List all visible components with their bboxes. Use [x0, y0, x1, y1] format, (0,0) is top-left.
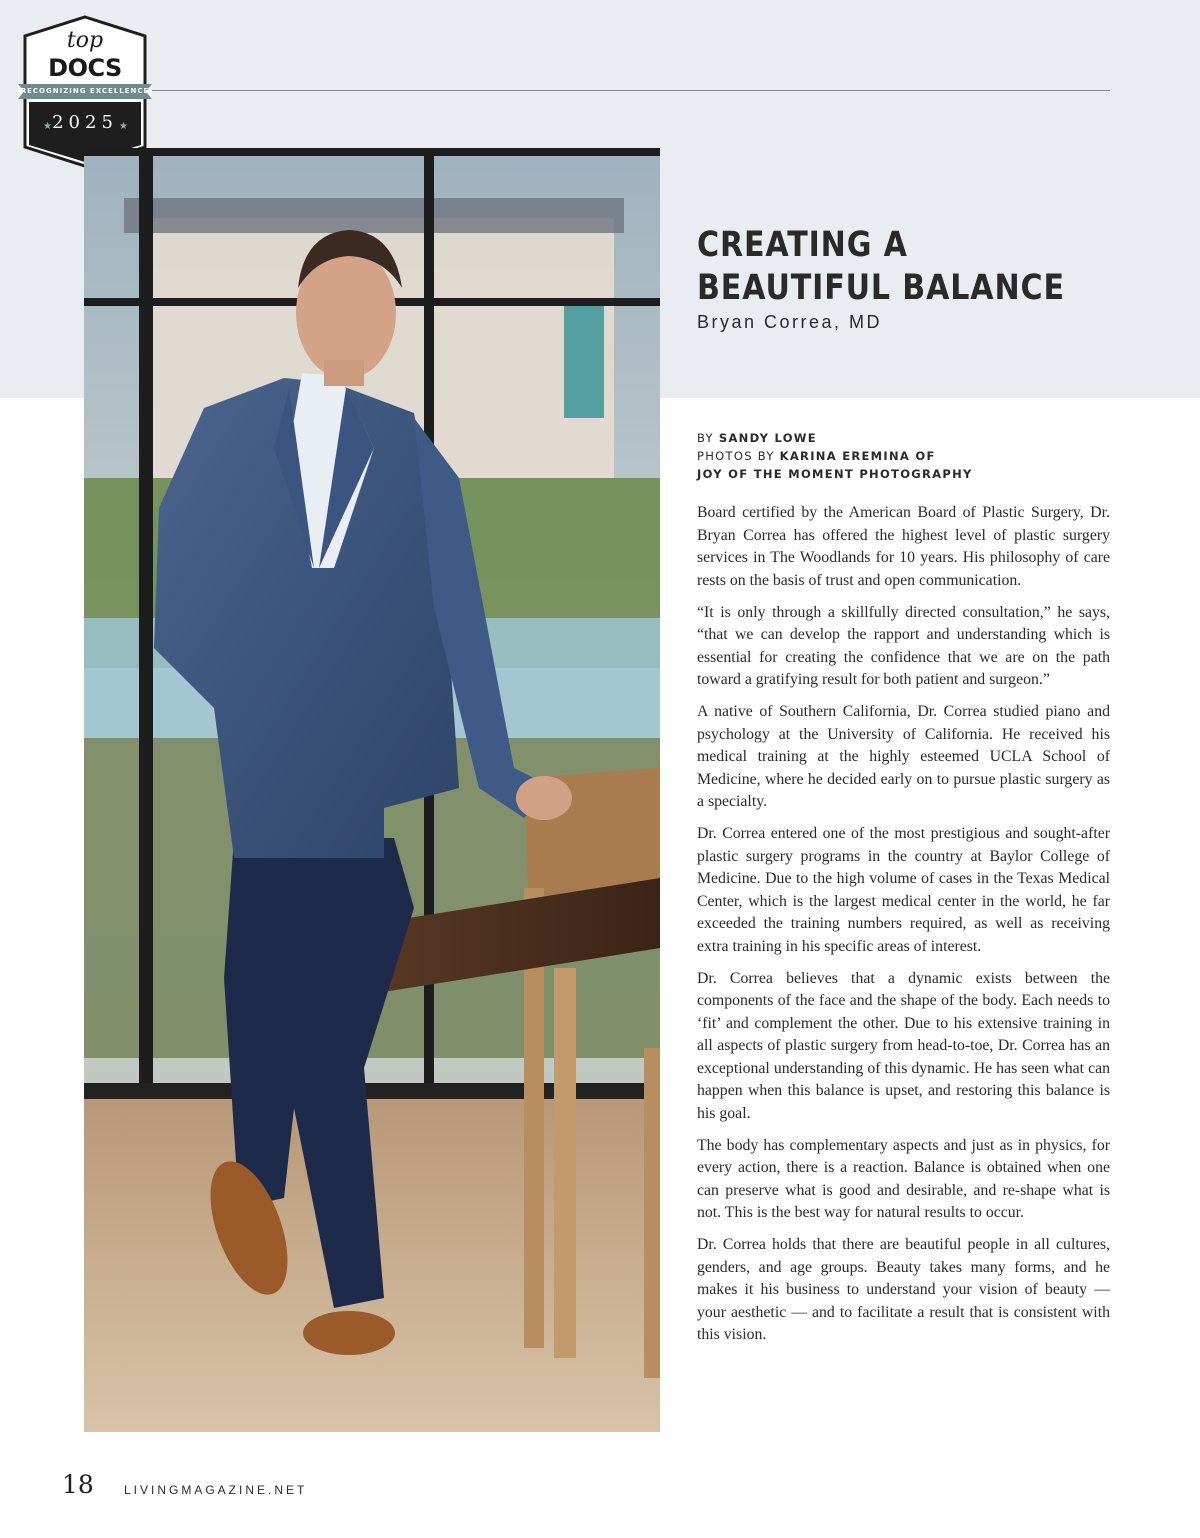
body-paragraph: Dr. Correa entered one of the most prestigious and sought-after plastic surgery programs in the country at Baylor College of Medicine. Due to the high volume of cases in the Texas Medical Center, which is the largest medical center in the world, he far exceeded the training numbers required, as well as receiving extra training in his specific areas of interest. [697, 825, 1110, 955]
headline-line-1: CREATING A [697, 225, 908, 265]
byline-photographer-line-2 [697, 465, 1117, 483]
portrait-illustration [84, 148, 660, 1432]
badge-docs-text: DOCS [48, 54, 122, 82]
badge-year: 2025 [52, 112, 118, 133]
body-paragraph: Dr. Correa holds that there are beautiful people in all cultures, genders, and age groups. Beauty takes many forms, and he makes it his business to understand your vision of beauty — your aesthetic — and to facilitate a result that is consistent with this vision. [697, 1236, 1110, 1343]
article-subhead: Bryan Correa, MD [697, 312, 883, 332]
article-headline [697, 224, 1110, 310]
footer-site-url: LIVINGMAGAZINE.NET [124, 1483, 308, 1497]
body-paragraph: Dr. Correa believes that a dynamic exists between the components of the face and the shape of the body. Each needs to ‘fit’ and complement the other. Due to his extensive training in all aspects of plastic surgery from head-to-toe, Dr. Correa has an exceptional understanding of this dynamic. He has seen what can happen when this balance is upset, and restoring this balance is his goal. [697, 969, 1110, 1122]
svg-text:★: ★ [43, 121, 52, 132]
byline-photos-prefix: PHOTOS BY [697, 449, 775, 463]
body-paragraph: “It is only through a skillfully directed consultation,” he says, “that we can develop the rapport and understanding which is essential for creating the confidence that we are on the path toward a gratifying result for both patient and surgeon.” [697, 603, 1110, 688]
headline-line-2: BEAUTIFUL BALANCE [697, 268, 1065, 308]
portrait-photo [84, 148, 660, 1432]
byline-author: SANDY LOWE [718, 431, 817, 445]
header-rule [150, 90, 1110, 91]
badge-ribbon-text: RECOGNIZING EXCELLENCE [20, 87, 150, 95]
byline-author-line [697, 429, 1117, 447]
body-paragraph: The body has complementary aspects and just as in physics, for every action, there is a reaction. Balance is obtained when one can preserve what is good and desirable, and re-shape what is not. This is the best way for natural results to occur. [697, 1136, 1110, 1221]
body-paragraph: A native of Southern California, Dr. Correa studied piano and psychology at the University of California. He received his medical training at the highly esteemed UCLA School of Medicine, where he decided early on to pursue plastic surgery as a specialty. [697, 703, 1110, 810]
byline-photographer-1: KARINA EREMINA OF [779, 449, 936, 463]
byline-photographer-2: JOY OF THE MOMENT PHOTOGRAPHY [697, 467, 973, 481]
page-number: 18 [62, 1470, 94, 1499]
badge-top-text: top [66, 28, 104, 53]
byline [697, 429, 1117, 483]
svg-text:★: ★ [119, 121, 128, 132]
article-body [697, 502, 1110, 1356]
byline-by-prefix: BY [697, 431, 714, 445]
body-paragraph: Board certified by the American Board of Plastic Surgery, Dr. Bryan Correa has offered the highest level of plastic surgery services in The Woodlands for 10 years. His philosophy of care rests on the basis of trust and open communication. [697, 504, 1110, 589]
byline-photos-line [697, 447, 1117, 465]
top-docs-badge [16, 14, 154, 168]
